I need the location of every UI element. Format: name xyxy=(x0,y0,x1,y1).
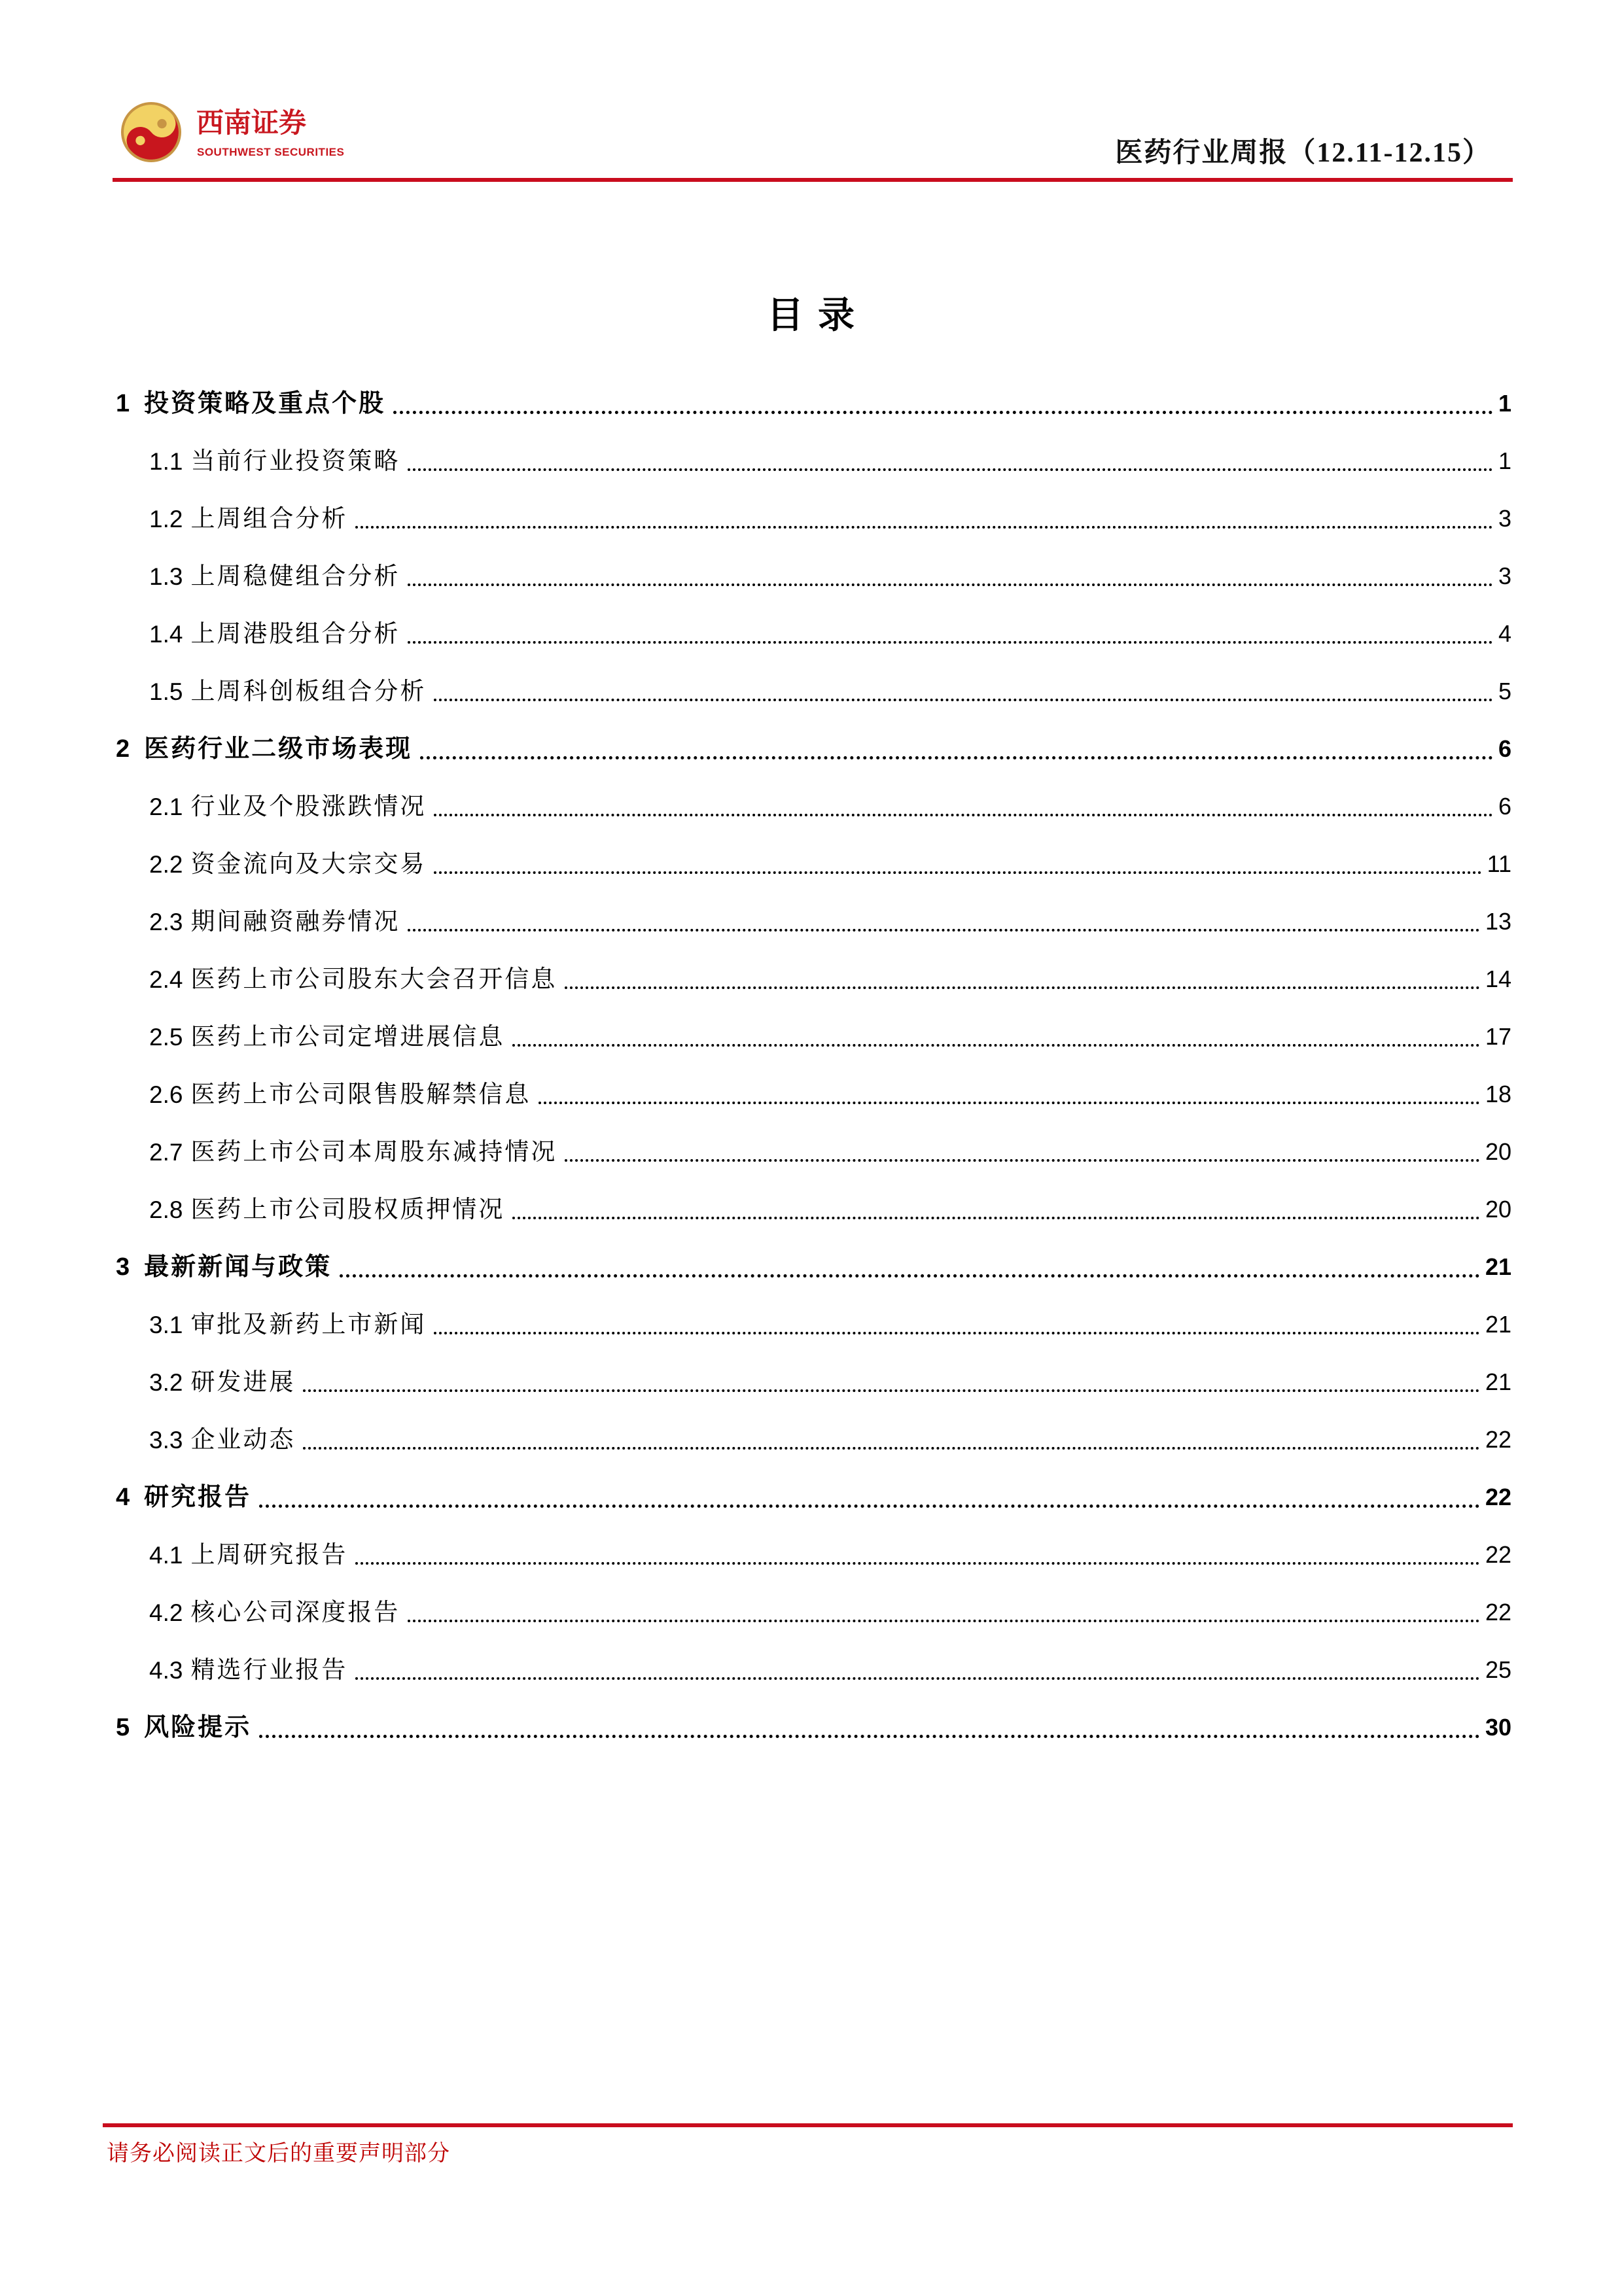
toc-entry-label: 风险提示 xyxy=(144,1714,252,1741)
toc-entry[interactable] xyxy=(116,1411,1511,1469)
toc-entry-page: 22 xyxy=(1485,1599,1511,1626)
toc-entry-number: 4.3 xyxy=(149,1656,183,1684)
toc-entry-page: 30 xyxy=(1485,1714,1511,1741)
toc-entry-page: 1 xyxy=(1498,390,1511,417)
toc-entry-number: 3 xyxy=(116,1253,130,1281)
toc-entry-number: 2 xyxy=(116,735,130,763)
toc-entry-number: 3.1 xyxy=(149,1311,183,1338)
toc-entry-page: 14 xyxy=(1485,965,1511,992)
toc-entry[interactable] xyxy=(116,432,1511,490)
toc-entry-number: 2.2 xyxy=(149,850,183,878)
toc-entry-label: 资金流向及大宗交易 xyxy=(190,850,427,878)
toc-entry-number: 4.2 xyxy=(149,1599,183,1626)
toc-entry[interactable] xyxy=(116,950,1511,1008)
toc-entry-label: 上周港股组合分析 xyxy=(190,620,400,648)
toc-entry-page: 4 xyxy=(1498,620,1511,647)
toc-entry-label: 期间融资融券情况 xyxy=(190,908,400,935)
dot-leader xyxy=(408,468,1493,471)
dot-leader xyxy=(420,756,1493,759)
dot-leader xyxy=(340,1274,1480,1278)
toc-entry-label: 审批及新药上市新闻 xyxy=(190,1311,427,1338)
toc-entry-label: 精选行业报告 xyxy=(190,1656,348,1684)
toc-entry-page: 17 xyxy=(1485,1023,1511,1050)
toc-entry-label: 医药上市公司本周股东减持情况 xyxy=(190,1138,557,1166)
toc-entry-label: 投资策略及重点个股 xyxy=(144,390,386,417)
toc-entry-number: 2.4 xyxy=(149,965,183,993)
dot-leader xyxy=(512,1217,1480,1219)
toc-entry-number: 3.3 xyxy=(149,1426,183,1453)
toc-entry-number: 4.1 xyxy=(149,1541,183,1569)
dot-leader xyxy=(434,814,1493,816)
report-title: 医药行业周报（12.11-12.15） xyxy=(1115,138,1491,168)
toc-entry[interactable] xyxy=(116,1526,1511,1584)
dot-leader xyxy=(355,1677,1480,1680)
dot-leader xyxy=(355,526,1493,529)
toc-entry-label: 当前行业投资策略 xyxy=(190,447,400,475)
logo-chinese-text: 西南证券 xyxy=(196,109,307,139)
toc-entry[interactable] xyxy=(116,1699,1511,1756)
toc-entry-page: 6 xyxy=(1498,735,1511,762)
dot-leader xyxy=(303,1447,1480,1450)
toc-entry-label: 研究报告 xyxy=(144,1484,252,1511)
toc-entry-number: 2.5 xyxy=(149,1023,183,1051)
dot-leader xyxy=(512,1044,1480,1047)
toc-entry[interactable] xyxy=(116,1296,1511,1353)
footer-rule xyxy=(103,2123,1513,2127)
toc-entry-number: 1.1 xyxy=(149,447,183,475)
toc-entry[interactable] xyxy=(116,778,1511,835)
dot-leader xyxy=(408,929,1480,931)
toc-entry-number: 5 xyxy=(116,1714,130,1741)
toc-entry[interactable] xyxy=(116,1584,1511,1641)
toc-entry-page: 20 xyxy=(1485,1196,1511,1223)
toc-entry-page: 22 xyxy=(1485,1541,1511,1568)
toc-entry-page: 21 xyxy=(1485,1368,1511,1395)
toc-entry-number: 2.3 xyxy=(149,908,183,935)
dot-leader xyxy=(434,699,1493,701)
toc-entry-label: 最新新闻与政策 xyxy=(144,1253,332,1281)
toc-entry-label: 企业动态 xyxy=(190,1426,296,1453)
toc-entry-page: 3 xyxy=(1498,505,1511,532)
toc-entry-number: 1.3 xyxy=(149,563,183,590)
toc-entry[interactable] xyxy=(116,1641,1511,1699)
toc-entry-page: 22 xyxy=(1485,1426,1511,1453)
toc-entry-page: 22 xyxy=(1485,1484,1511,1510)
toc-entry-page: 18 xyxy=(1485,1081,1511,1107)
toc-entry-label: 医药上市公司股东大会召开信息 xyxy=(190,965,557,993)
toc-entry-label: 上周稳健组合分析 xyxy=(190,563,400,590)
dot-leader xyxy=(303,1389,1480,1392)
toc-entry[interactable] xyxy=(116,1066,1511,1123)
toc-entry-label: 核心公司深度报告 xyxy=(190,1599,400,1626)
toc-entry-number: 2.1 xyxy=(149,793,183,820)
toc-entry[interactable] xyxy=(116,1181,1511,1238)
header-rule xyxy=(113,178,1513,182)
toc-entry[interactable] xyxy=(116,375,1511,432)
toc-entry[interactable] xyxy=(116,1008,1511,1066)
toc-entry[interactable] xyxy=(116,893,1511,950)
toc-entry-number: 1.5 xyxy=(149,678,183,705)
dot-leader xyxy=(408,641,1493,644)
toc-entry-page: 13 xyxy=(1485,908,1511,935)
dot-leader xyxy=(259,1505,1480,1508)
toc-entry-label: 上周科创板组合分析 xyxy=(190,678,427,705)
toc-entry-page: 21 xyxy=(1485,1311,1511,1338)
dot-leader xyxy=(355,1562,1480,1565)
toc-list xyxy=(116,375,1511,1756)
toc-entry-page: 6 xyxy=(1498,793,1511,820)
toc-entry[interactable] xyxy=(116,835,1511,893)
logo-english-text: SOUTHWEST SECURITIES xyxy=(197,146,345,158)
toc-entry[interactable] xyxy=(116,720,1511,778)
toc-entry-label: 医药行业二级市场表现 xyxy=(144,735,413,763)
toc-entry[interactable] xyxy=(116,548,1511,605)
toc-entry-label: 上周组合分析 xyxy=(190,505,348,532)
toc-entry-label: 行业及个股涨跌情况 xyxy=(190,793,427,820)
toc-title: 目 录 xyxy=(767,296,857,336)
dot-leader xyxy=(434,1332,1480,1334)
toc-entry[interactable] xyxy=(116,1123,1511,1181)
toc-entry[interactable] xyxy=(116,605,1511,663)
toc-entry-page: 5 xyxy=(1498,678,1511,704)
dot-leader xyxy=(565,1159,1480,1162)
dot-leader xyxy=(259,1735,1480,1738)
toc-entry-label: 医药上市公司股权质押情况 xyxy=(190,1196,505,1223)
dot-leader xyxy=(393,411,1493,414)
toc-entry-number: 2.7 xyxy=(149,1138,183,1166)
toc-entry-number: 1 xyxy=(116,390,130,417)
toc-entry-page: 25 xyxy=(1485,1656,1511,1683)
toc-entry-number: 4 xyxy=(116,1484,130,1511)
toc-entry-number: 3.2 xyxy=(149,1368,183,1396)
dot-leader xyxy=(538,1102,1480,1104)
toc-entry[interactable] xyxy=(116,663,1511,720)
toc-entry[interactable] xyxy=(116,1238,1511,1296)
dot-leader xyxy=(565,986,1480,989)
toc-entry-page: 20 xyxy=(1485,1138,1511,1165)
toc-entry-number: 2.6 xyxy=(149,1081,183,1108)
toc-entry[interactable] xyxy=(116,490,1511,548)
footer-disclaimer: 请务必阅读正文后的重要声明部分 xyxy=(107,2142,450,2166)
toc-entry-number: 1.2 xyxy=(149,505,183,532)
dot-leader xyxy=(408,1620,1480,1622)
toc-entry[interactable] xyxy=(116,1469,1511,1526)
dot-leader xyxy=(434,871,1481,874)
toc-entry-page: 11 xyxy=(1487,850,1511,877)
toc-entry-page: 1 xyxy=(1498,447,1511,474)
toc-entry-label: 医药上市公司限售股解禁信息 xyxy=(190,1081,531,1108)
toc-entry-label: 上周研究报告 xyxy=(190,1541,348,1569)
southwest-securities-logo-icon xyxy=(121,101,181,163)
toc-entry-page: 21 xyxy=(1485,1253,1511,1280)
toc-entry-number: 2.8 xyxy=(149,1196,183,1223)
toc-entry-label: 医药上市公司定增进展信息 xyxy=(190,1023,505,1051)
toc-entry-page: 3 xyxy=(1498,563,1511,589)
dot-leader xyxy=(408,583,1493,586)
toc-entry-label: 研发进展 xyxy=(190,1368,296,1396)
toc-entry-number: 1.4 xyxy=(149,620,183,648)
toc-entry[interactable] xyxy=(116,1353,1511,1411)
